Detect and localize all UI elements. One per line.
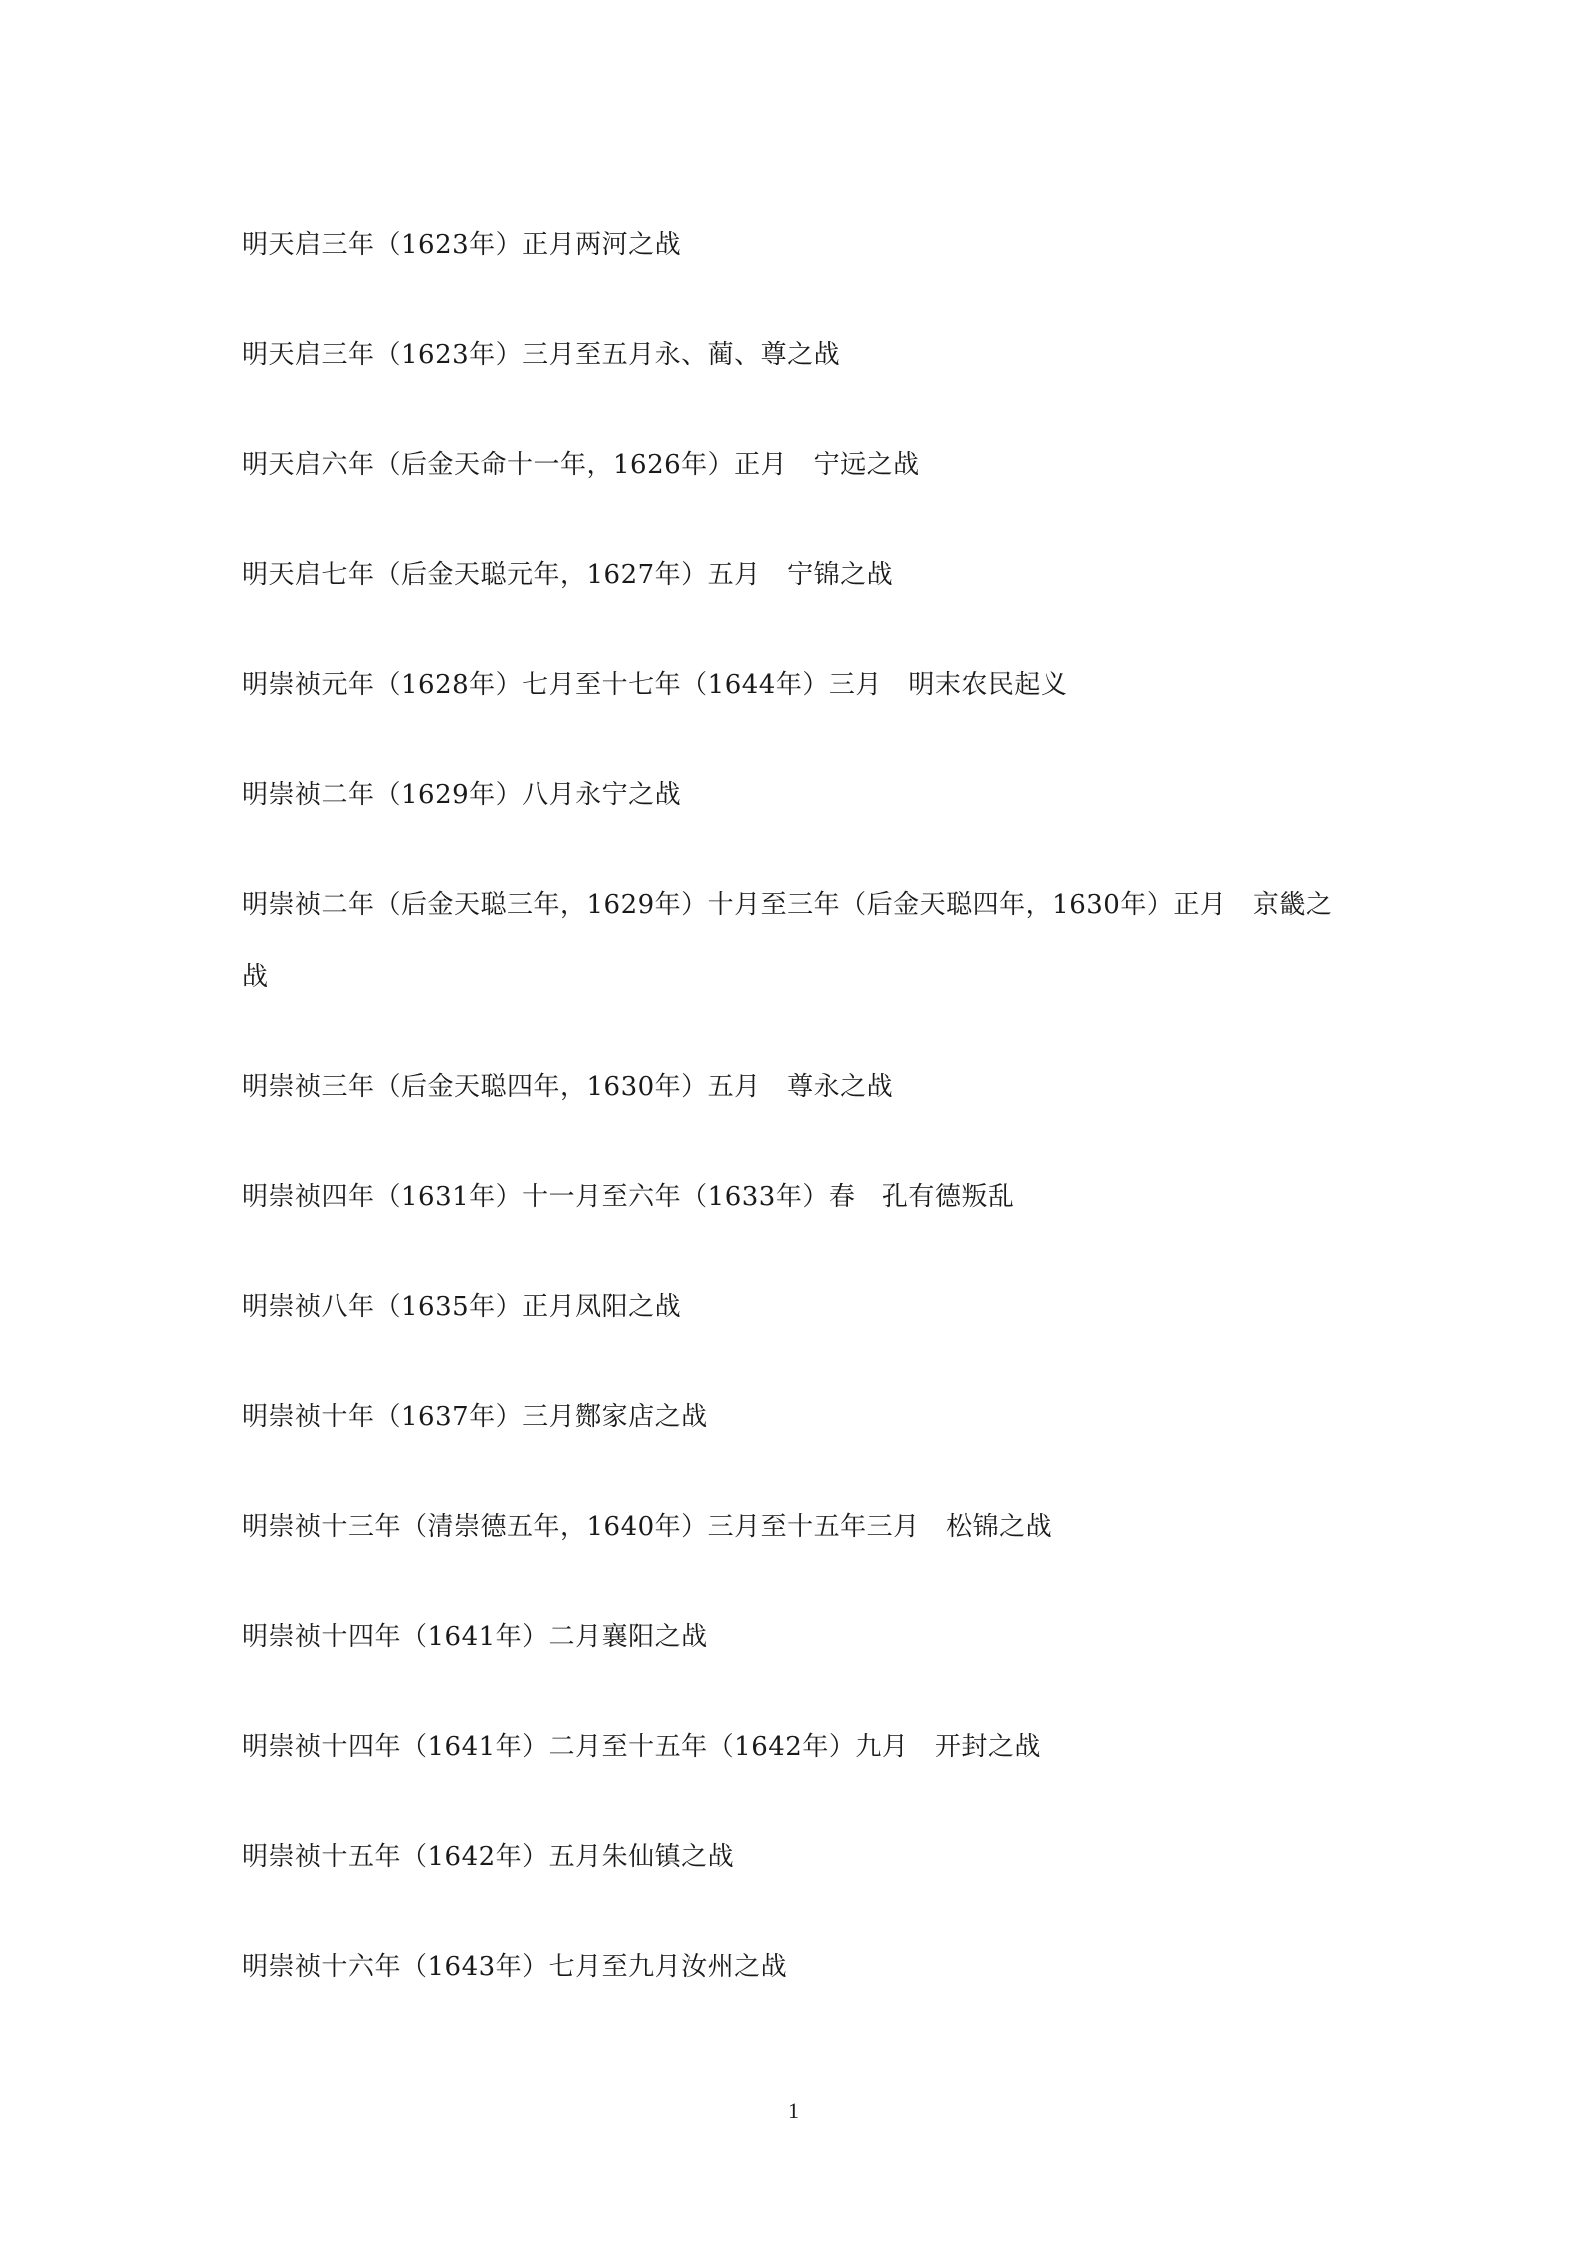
list-item: 明崇祯十六年（1643年）七月至九月汝州之战 <box>242 1952 788 1982</box>
list-item: 明崇祯二年（后金天聪三年，1629年）十月至三年（后金天聪四年，1630年）正月 京畿之战 <box>242 890 1333 992</box>
list-item: 明天启三年（1623年）三月至五月永、蔺、尊之战 <box>242 340 841 370</box>
list-item: 明崇祯十四年（1641年）二月襄阳之战 <box>242 1622 708 1652</box>
list-item: 明天启六年（后金天命十一年，1626年）正月 宁远之战 <box>242 450 920 480</box>
list-item: 明崇祯十四年（1641年）二月至十五年（1642年）九月 开封之战 <box>242 1732 1041 1762</box>
list-item: 明崇祯二年（1629年）八月永宁之战 <box>242 780 682 810</box>
list-item: 明崇祯三年（后金天聪四年，1630年）五月 尊永之战 <box>242 1072 894 1102</box>
battle-list <box>242 226 1352 2058</box>
list-item: 明崇祯四年（1631年）十一月至六年（1633年）春 孔有德叛乱 <box>242 1182 1015 1212</box>
list-item: 明天启三年（1623年）正月两河之战 <box>242 230 682 260</box>
list-item: 明崇祯十五年（1642年）五月朱仙镇之战 <box>242 1842 735 1872</box>
list-item: 明崇祯八年（1635年）正月凤阳之战 <box>242 1292 682 1322</box>
list-item: 明崇祯十三年（清崇德五年，1640年）三月至十五年三月 松锦之战 <box>242 1512 1053 1542</box>
page-number: 1 <box>788 2098 799 2123</box>
list-item: 明崇祯十年（1637年）三月酂家店之战 <box>242 1402 708 1432</box>
list-item: 明天启七年（后金天聪元年，1627年）五月 宁锦之战 <box>242 560 894 590</box>
list-item: 明崇祯元年（1628年）七月至十七年（1644年）三月 明末农民起义 <box>242 670 1068 700</box>
